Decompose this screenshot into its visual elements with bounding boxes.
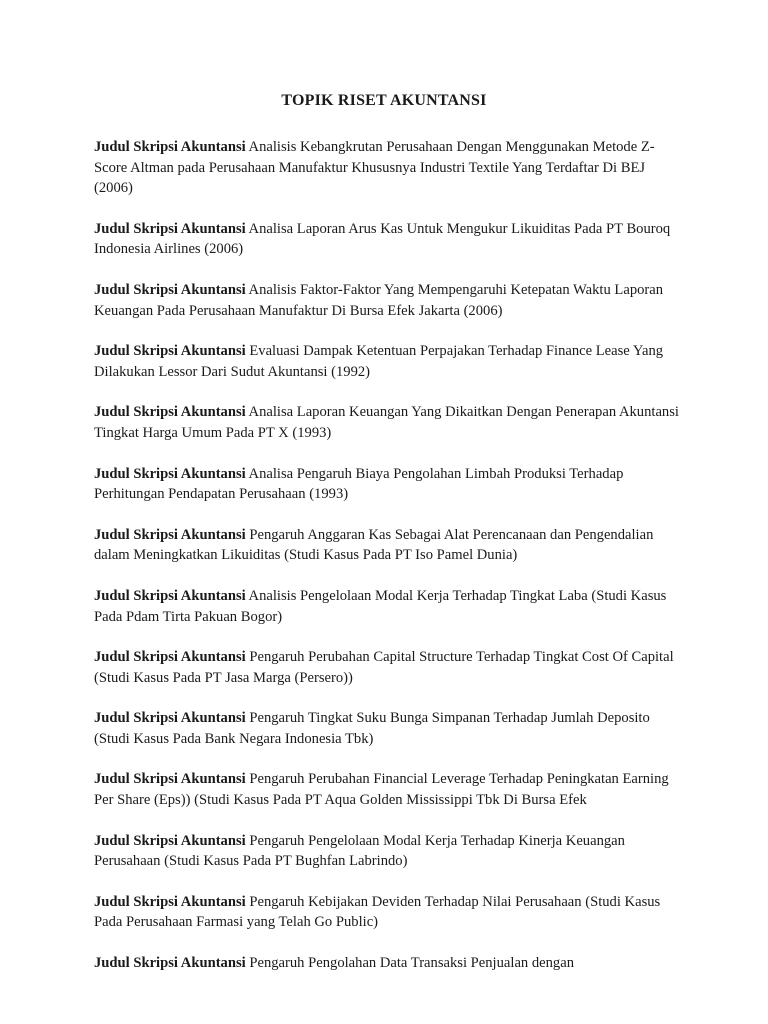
document-title: TOPIK RISET AKUNTANSI xyxy=(281,92,487,109)
entry-label: Judul Skripsi Akuntansi xyxy=(94,281,246,298)
list-item xyxy=(94,586,684,627)
entry-label: Judul Skripsi Akuntansi xyxy=(94,343,246,360)
entry-text: Analisis Faktor-Faktor Yang Mempengaruhi Ketepatan Waktu Laporan Keuangan Pada Perusahaan Manufaktur Di Bursa Efek Jakarta (2006) xyxy=(94,281,664,319)
entry-text: Evaluasi Dampak Ketentuan Perpajakan Terhadap Finance Lease Yang Dilakukan Lessor Dari Sudut Akuntansi (1992) xyxy=(94,343,664,380)
list-item xyxy=(94,280,684,321)
entry-text: Pengaruh Tingkat Suku Bunga Simpanan Terhadap Jumlah Deposito (Studi Kasus Pada Bank Negara Indonesia Tbk) xyxy=(94,710,650,747)
entry-label: Judul Skripsi Akuntansi xyxy=(94,649,246,666)
entry-text: Analisa Laporan Arus Kas Untuk Mengukur Likuiditas Pada PT Bouroq Indonesia Airlines (2006) xyxy=(94,220,671,258)
entry-text: Pengaruh Perubahan Financial Leverage Terhadap Peningkatan Earning Per Share (Eps)) (Studi Kasus Pada PT Aqua Golden Mississippi Tbk Di Bursa Efek xyxy=(94,771,669,809)
entry-label: Judul Skripsi Akuntansi xyxy=(94,587,246,604)
entry-label: Judul Skripsi Akuntansi xyxy=(94,832,246,849)
list-item xyxy=(94,831,684,872)
entry-text: Pengaruh Pengelolaan Modal Kerja Terhadap Kinerja Keuangan Perusahaan (Studi Kasus Pada PT Bughfan Labrindo) xyxy=(94,832,625,870)
entry-text: Pengaruh Pengolahan Data Transaksi Penjualan dengan xyxy=(249,955,575,972)
entry-text: Analisa Laporan Keuangan Yang Dikaitkan Dengan Penerapan Akuntansi Tingkat Harga Umum Pada PT X (1993) xyxy=(94,404,679,441)
entry-list xyxy=(94,137,684,994)
entry-text: Pengaruh Kebijakan Deviden Terhadap Nilai Perusahaan (Studi Kasus Pada Perusahaan Farmasi yang Telah Go Public) xyxy=(94,893,661,931)
entry-label: Judul Skripsi Akuntansi xyxy=(94,526,246,543)
list-item xyxy=(94,137,684,199)
list-item xyxy=(94,219,684,260)
list-item xyxy=(94,953,684,974)
entry-text: Pengaruh Perubahan Capital Structure Terhadap Tingkat Cost Of Capital (Studi Kasus Pada PT Jasa Marga (Persero)) xyxy=(94,649,674,686)
list-item xyxy=(94,464,684,505)
entry-label: Judul Skripsi Akuntansi xyxy=(94,404,246,421)
list-item xyxy=(94,769,684,810)
list-item xyxy=(94,525,684,566)
list-item xyxy=(94,892,684,933)
list-item xyxy=(94,341,684,382)
list-item xyxy=(94,708,684,749)
entry-label: Judul Skripsi Akuntansi xyxy=(94,220,246,237)
entry-label: Judul Skripsi Akuntansi xyxy=(94,710,246,727)
entry-label: Judul Skripsi Akuntansi xyxy=(94,139,246,155)
list-item xyxy=(94,647,684,688)
entry-label: Judul Skripsi Akuntansi xyxy=(94,465,246,482)
entry-text: Pengaruh Anggaran Kas Sebagai Alat Perencanaan dan Pengendalian dalam Meningkatkan Likuiditas (Studi Kasus Pada PT Iso Pamel Dunia) xyxy=(94,526,654,564)
entry-label: Judul Skripsi Akuntansi xyxy=(94,955,246,972)
entry-text: Analisa Pengaruh Biaya Pengolahan Limbah Produksi Terhadap Perhitungan Pendapatan Perusahaan (1993) xyxy=(94,465,624,503)
entry-text: Analisis Pengelolaan Modal Kerja Terhadap Tingkat Laba (Studi Kasus Pada Pdam Tirta Pakuan Bogor) xyxy=(94,587,667,625)
list-item xyxy=(94,402,684,443)
entry-text: Analisis Kebangkrutan Perusahaan Dengan Menggunakan Metode Z-Score Altman pada Perusahaan Manufaktur Khususnya Industri Textile Yang Terdaftar Di BEJ (2006) xyxy=(94,139,655,197)
entry-label: Judul Skripsi Akuntansi xyxy=(94,771,246,788)
entry-label: Judul Skripsi Akuntansi xyxy=(94,893,246,910)
